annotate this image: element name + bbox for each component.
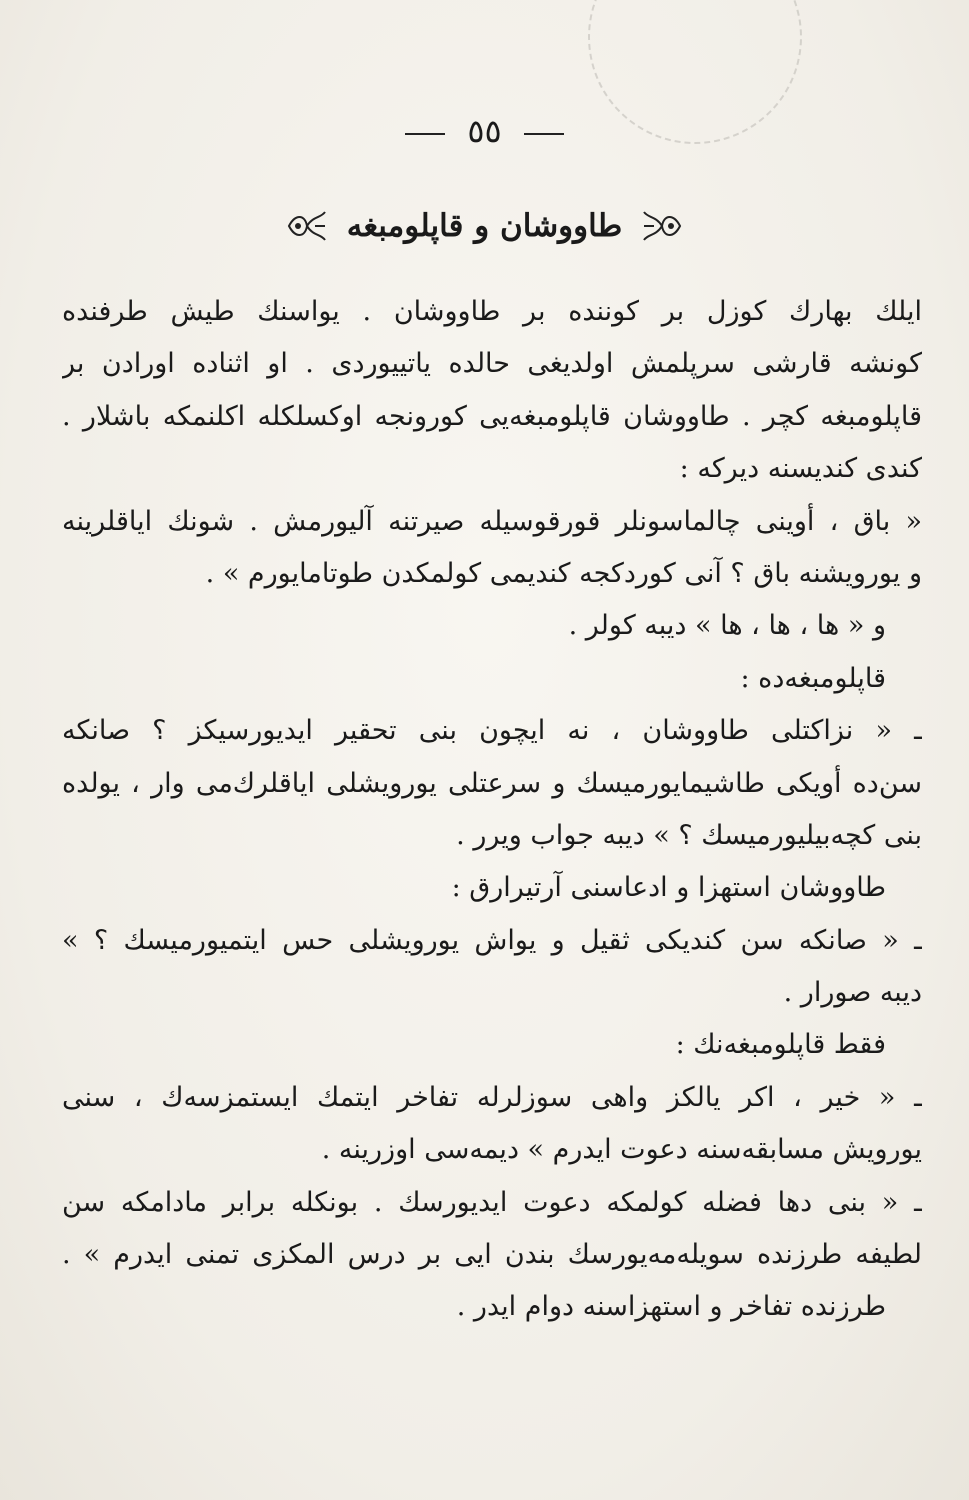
title-row [0, 198, 969, 254]
dash-left [405, 133, 445, 135]
text-line-19: لطيفه طرزنده سويله‌مه‌يورسك بندن ايی بر درس المكزی تمنی ايدرم » . [62, 1239, 922, 1271]
text-line-2: كونشه قارشی سرپلمش اولديغی حالده ياتييوردی . او اثناده اورادن بر [62, 348, 922, 380]
text-line-18: ـ « بنی دها فضله كولمكه دعوت ايديورسك . بونكله برابر مادامكه سن [62, 1186, 922, 1218]
text-line-8: قاپلومبغه‌ده : [740, 662, 886, 694]
body-text [62, 286, 922, 1334]
text-line-4: كندی كنديسنه ديركه : [679, 453, 922, 485]
page-number [0, 112, 969, 150]
dash-right [524, 133, 564, 135]
text-line-14: ديبه صورار . [783, 977, 922, 1009]
text-line-12: طاووشان استهزا و ادعاسنی آرتيرارق : [451, 872, 886, 904]
text-line-16: ـ « خير ، اكر يالكز واهی سوزلرله تفاخر ايتمك ايستمزسه‌ك ، سنی [62, 1081, 922, 1113]
ornament-left-icon [285, 206, 329, 246]
text-line-6: و يورويشنه باق ؟ آنی كوردكجه كنديمی كولمكدن طوتامايورم » . [205, 557, 922, 589]
text-line-10: سن‌ده أويكی طاشيمايورميسك و سرعتلی يورويشلی اياقلرك‌می وار ، يولده [62, 767, 922, 799]
text-line-15: فقط قاپلومبغه‌نك : [675, 1029, 886, 1061]
ornament-right-icon [640, 206, 684, 246]
page-number-text: ٥٥ [467, 112, 502, 150]
text-line-5: « باق ، أوينی چالماسونلر قورقوسيله صيرتنه آليورمش . شونك اياقلرينه [62, 505, 922, 537]
text-line-7: و « ها ، ها ، ها » ديبه كولر . [568, 610, 886, 642]
text-line-17: يورويش مسابقه‌سنه دعوت ايدرم » ديمه‌سی اوزرينه . [321, 1134, 922, 1166]
document-title: طاووشان و قاپلومبغه [346, 208, 623, 244]
text-line-9: ـ « نزاكتلی طاووشان ، نه ايچون بنی تحقير ايديورسيكز ؟ صانكه [62, 715, 922, 747]
text-line-20: طرزنده تفاخر و استهزاسنه دوام ايدر . [456, 1291, 886, 1323]
text-line-11: بنی كچه‌بيليورميسك ؟ » ديبه جواب ويرر . [456, 819, 922, 851]
text-line-1: ایلك بهارك كوزل بر كوننده بر طاووشان . يواسنك طيش طرفنده [62, 296, 922, 327]
text-line-3: قاپلومبغه كچر . طاووشان قاپلومبغه‌يی كورونجه اوكسلكله اكلنمكه باشلار . [62, 400, 922, 432]
text-line-13: ـ « صانكه سن كنديكی ثقيل و يواش يورويشلی حس ايتميورميسك ؟ » [62, 924, 922, 956]
